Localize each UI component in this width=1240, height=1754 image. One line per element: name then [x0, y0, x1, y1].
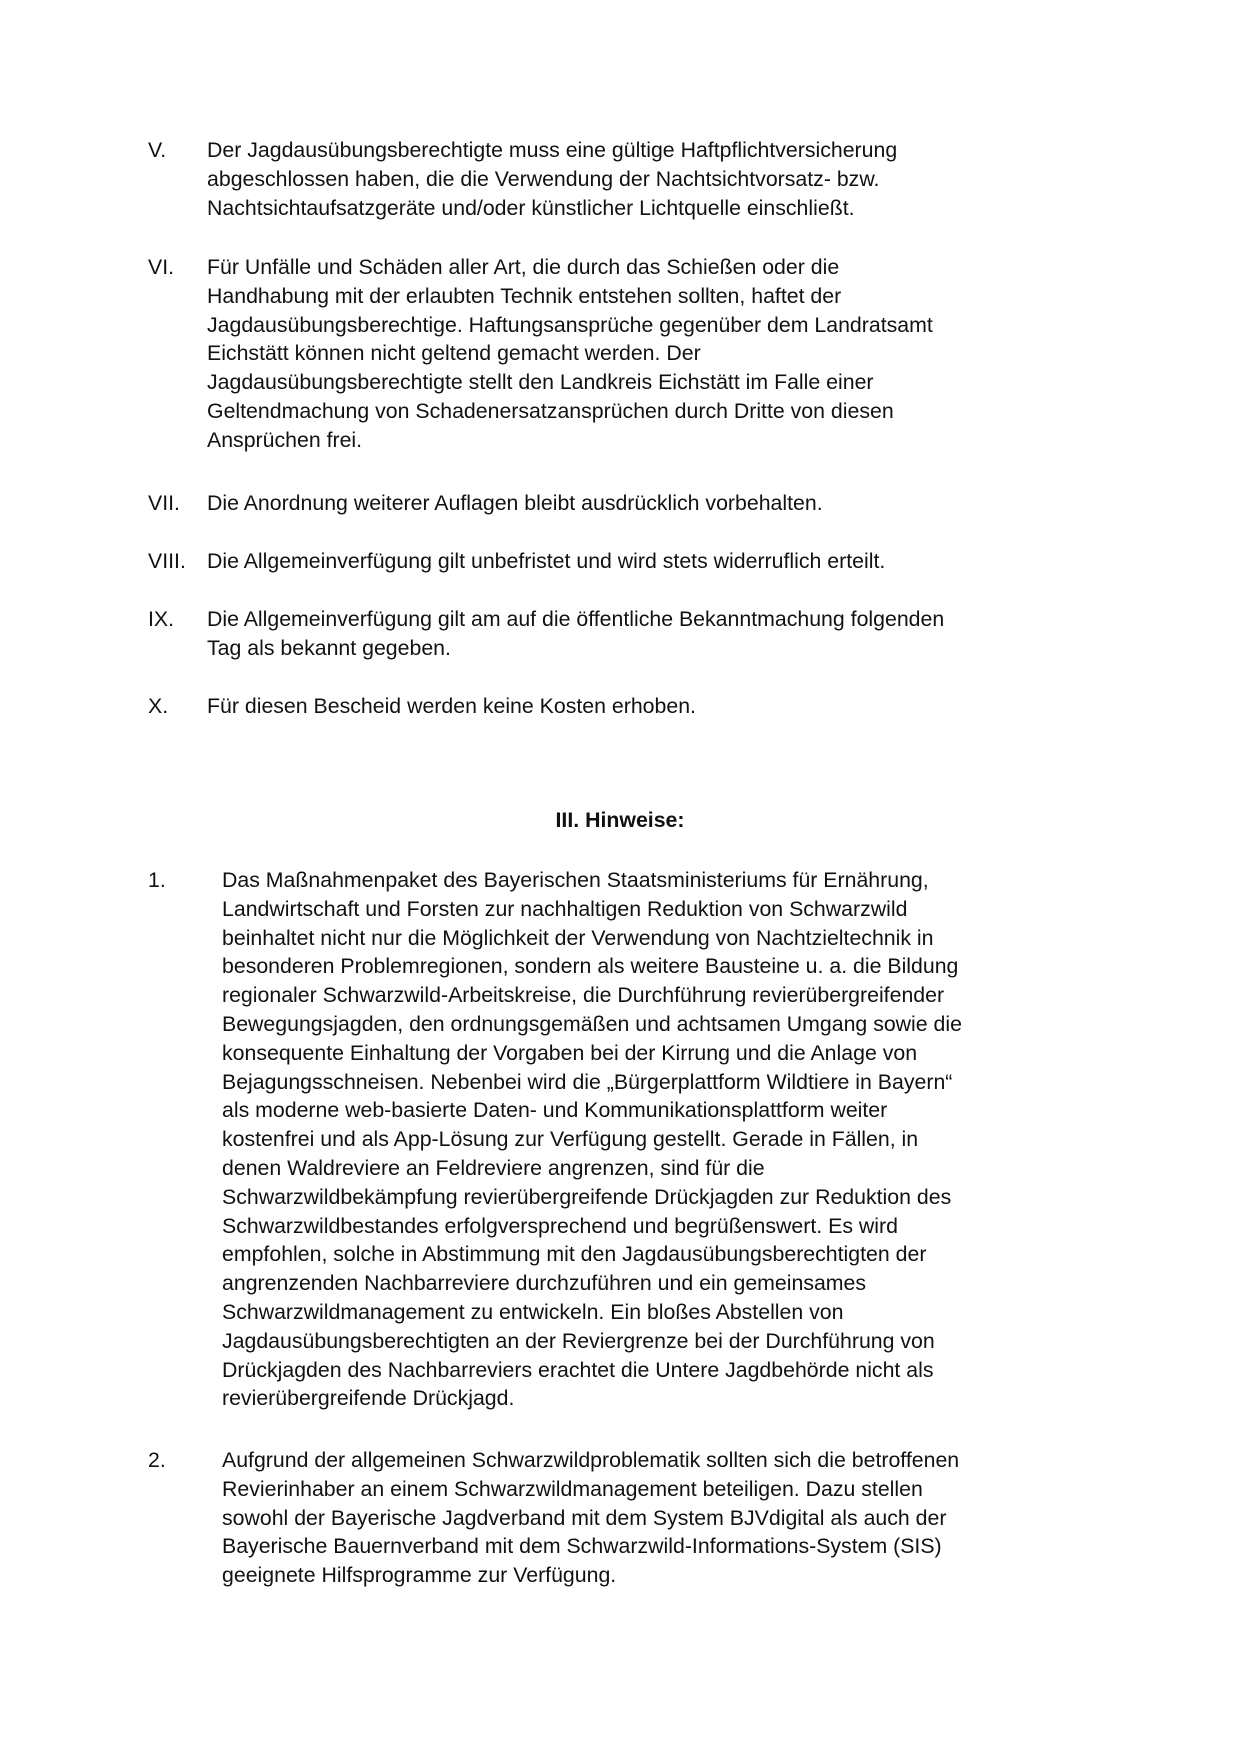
text-line: Die Anordnung weiterer Auflagen bleibt ausdrücklich vorbehalten. — [207, 491, 823, 515]
note-text — [222, 1446, 1142, 1590]
text-line: kostenfrei und als App-Lösung zur Verfügung gestellt. Gerade in Fällen, in — [222, 1127, 919, 1152]
text-line: Drückjagden des Nachbarreviers erachtet die Untere Jagdbehörde nicht als — [222, 1357, 934, 1382]
item-text — [207, 692, 1127, 721]
item-number: VII. — [148, 491, 180, 515]
text-line: Ansprüchen frei. — [207, 427, 363, 452]
text-line: Schwarzwildmanagement zu entwickeln. Ein bloßes Abstellen von — [222, 1299, 844, 1324]
text-line: Für diesen Bescheid werden keine Kosten erhoben. — [207, 694, 696, 718]
text-line: sowohl der Bayerische Jagdverband mit dem System BJVdigital als auch der — [222, 1505, 947, 1530]
text-line: Handhabung mit der erlaubten Technik entstehen sollten, haftet der — [207, 283, 842, 308]
text-line: besonderen Problemregionen, sondern als weitere Bausteine u. a. die Bildung — [222, 954, 959, 979]
section-heading: III. Hinweise: — [555, 808, 685, 832]
text-line: beinhaltet nicht nur die Möglichkeit der Verwendung von Nachtzieltechnik in — [222, 925, 934, 950]
text-line: Nachtsichtaufsatzgeräte und/oder künstlicher Lichtquelle einschließt. — [207, 195, 855, 220]
item-text — [207, 547, 1127, 576]
item-number: X. — [148, 694, 169, 718]
text-line: Bewegungsjagden, den ordnungsgemäßen und achtsamen Umgang sowie die — [222, 1011, 962, 1036]
text-line: abgeschlossen haben, die die Verwendung der Nachtsichtvorsatz- bzw. — [207, 166, 880, 191]
item-number: IX. — [148, 607, 175, 631]
text-line: Revierinhaber an einem Schwarzwildmanagement beteiligen. Dazu stellen — [222, 1476, 923, 1501]
text-line: Für Unfälle und Schäden aller Art, die durch das Schießen oder die — [207, 255, 840, 279]
text-line: Eichstätt können nicht geltend gemacht werden. Der — [207, 341, 701, 366]
text-line: Die Allgemeinverfügung gilt am auf die öffentliche Bekanntmachung folgenden — [207, 607, 945, 631]
text-line: Schwarzwildbestandes erfolgversprechend und begrüßenswert. Es wird — [222, 1213, 898, 1238]
text-line: Aufgrund der allgemeinen Schwarzwildproblematik sollten sich die betroffenen — [222, 1448, 960, 1472]
note-number: 1. — [148, 868, 166, 892]
item-text — [207, 605, 1127, 663]
text-line: Tag als bekannt gegeben. — [207, 635, 451, 660]
item-text — [207, 136, 1127, 222]
note-number: 2. — [148, 1448, 166, 1472]
text-line: konsequente Einhaltung der Vorgaben bei der Kirrung und die Anlage von — [222, 1040, 918, 1065]
text-line: Die Allgemeinverfügung gilt unbefristet und wird stets widerruflich erteilt. — [207, 549, 886, 573]
text-line: als moderne web-basierte Daten- und Kommunikationsplattform weiter — [222, 1098, 888, 1123]
text-line: denen Waldreviere an Feldreviere angrenzen, sind für die — [222, 1155, 765, 1180]
text-line: Jagdausübungsberechtige. Haftungsansprüche gegenüber dem Landratsamt — [207, 312, 933, 337]
text-line: revierübergreifende Drückjagd. — [222, 1386, 515, 1411]
text-line: Jagdausübungsberechtigten an der Reviergrenze bei der Durchführung von — [222, 1328, 935, 1353]
text-line: Bayerische Bauernverband mit dem Schwarzwild-Informations-System (SIS) — [222, 1534, 942, 1559]
text-line: Geltendmachung von Schadenersatzansprüchen durch Dritte von diesen — [207, 398, 894, 423]
note-text — [222, 866, 1142, 1413]
text-line: Schwarzwildbekämpfung revierübergreifende Drückjagden zur Reduktion des — [222, 1184, 952, 1209]
text-line: geeignete Hilfsprogramme zur Verfügung. — [222, 1563, 617, 1588]
text-line: Jagdausübungsberechtigte stellt den Landkreis Eichstätt im Falle einer — [207, 370, 874, 395]
text-line: Bejagungsschneisen. Nebenbei wird die „Bürgerplattform Wildtiere in Bayern“ — [222, 1069, 953, 1094]
text-line: empfohlen, solche in Abstimmung mit den Jagdausübungsberechtigten der — [222, 1242, 927, 1267]
item-number: V. — [148, 138, 167, 162]
text-line: Landwirtschaft und Forsten zur nachhaltigen Reduktion von Schwarzwild — [222, 896, 908, 921]
item-number: VI. — [148, 255, 175, 279]
text-line: angrenzenden Nachbarreviere durchzuführen und ein gemeinsames — [222, 1271, 867, 1296]
item-text — [207, 253, 1127, 455]
item-text — [207, 489, 1127, 518]
text-line: regionaler Schwarzwild-Arbeitskreise, die Durchführung revierübergreifender — [222, 983, 945, 1008]
text-line: Das Maßnahmenpaket des Bayerischen Staatsministeriums für Ernährung, — [222, 868, 929, 892]
text-line: Der Jagdausübungsberechtigte muss eine gültige Haftpflichtversicherung — [207, 138, 898, 162]
item-number: VIII. — [148, 549, 186, 573]
